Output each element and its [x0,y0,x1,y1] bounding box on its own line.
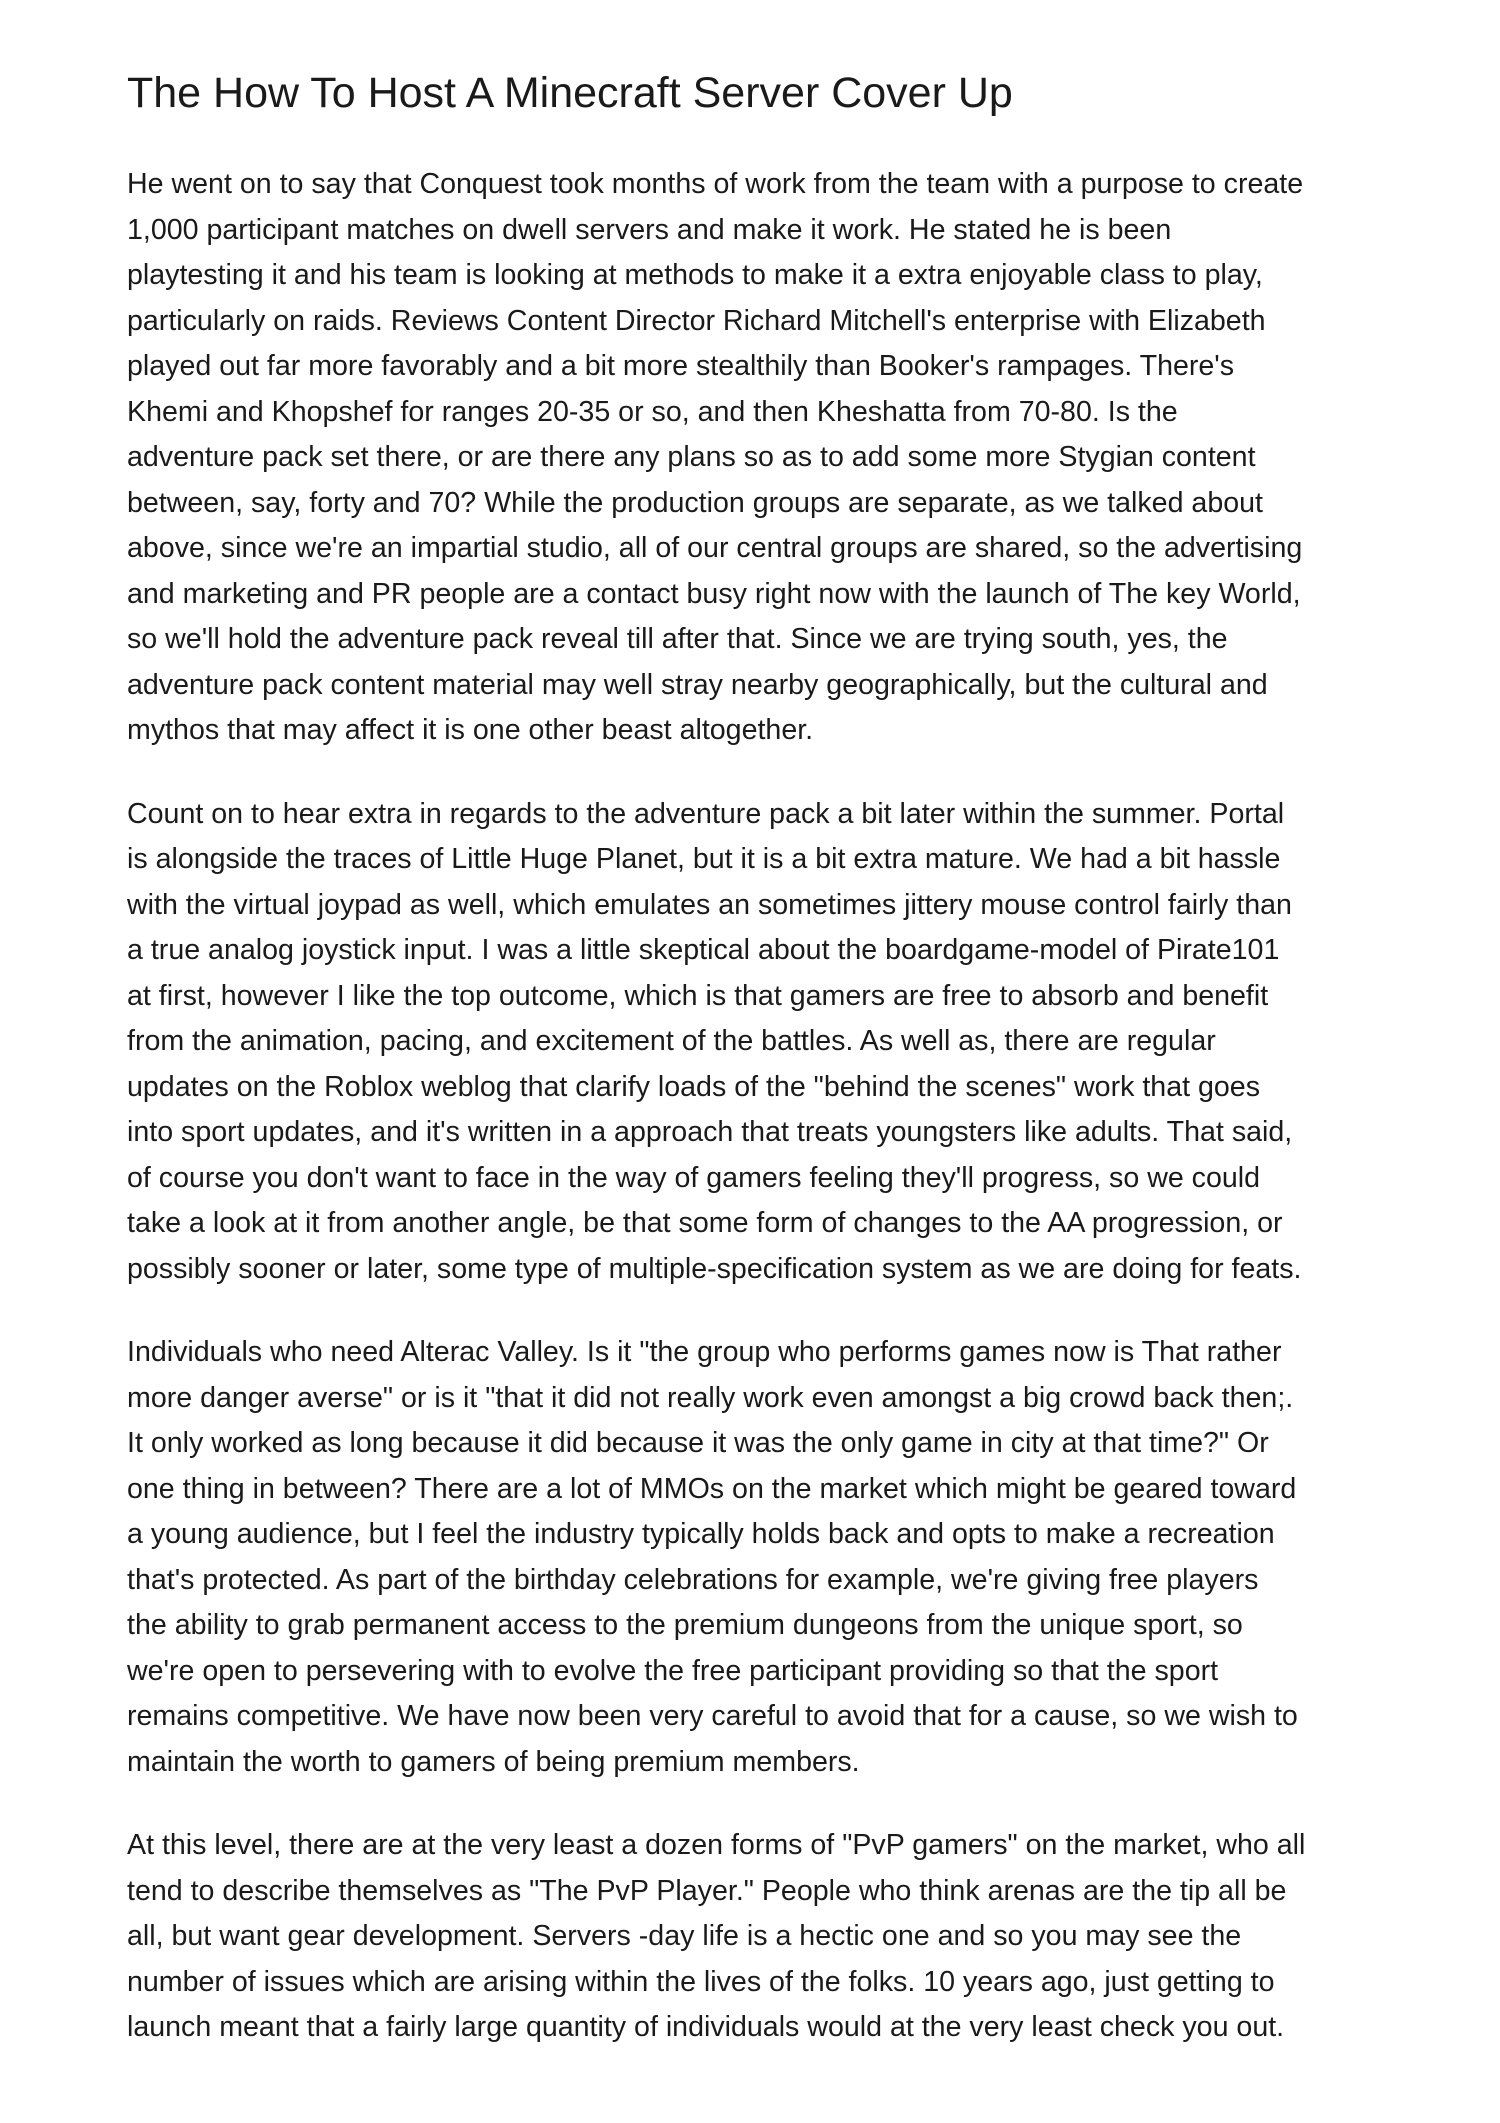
text-line: a true analog joystick input. I was a little skeptical about the boardgame-model of Pirate101 [127,934,1280,966]
text-line: at first, however I like the top outcome, which is that gamers are free to absorb and benefit [127,979,1269,1012]
text-line: played out far more favorably and a bit more stealthily than Booker's rampages. There's [127,350,1235,382]
text-line: take a look at it from another angle, be that some form of changes to the AA progression, or [127,1207,1283,1239]
body-paragraph [127,162,1387,754]
text-line: is alongside the traces of Little Huge Planet, but it is a bit extra mature. We had a bit hassle [127,843,1281,875]
text-line: Khemi and Khopshef for ranges 20-35 or so, and then Kheshatta from 70-80. Is the [127,395,1178,428]
text-line: possibly sooner or later, some type of multiple-specification system as we are doing for feats. [127,1252,1302,1285]
text-line: adventure pack set there, or are there any plans so as to add some more Stygian content [127,441,1256,473]
text-line: He went on to say that Conquest took months of work from the team with a purpose to create [127,168,1304,200]
text-line: so we'll hold the adventure pack reveal till after that. Since we are trying south, yes, the [127,623,1228,655]
document-body [127,162,1387,2051]
text-line: Count on to hear extra in regards to the adventure pack a bit later within the summer. Portal [127,797,1285,830]
document-page [127,62,1387,2089]
text-line: Individuals who need Alterac Valley. Is it "the group who performs games now is That rather [127,1336,1282,1368]
text-line: At this level, there are at the very least a dozen forms of "PvP gamers" on the market, who all [127,1829,1306,1861]
body-paragraph [127,1823,1387,2051]
text-line: maintain the worth to gamers of being premium members. [127,1745,860,1778]
body-paragraph [127,792,1387,1293]
text-line: and marketing and PR people are a contact busy right now with the launch of The key World, [127,577,1301,610]
text-line: above, since we're an impartial studio, all of our central groups are shared, so the advertising [127,532,1303,564]
text-line: a young audience, but I feel the industry typically holds back and opts to make a recreation [127,1518,1275,1550]
text-line: of course you don't want to face in the way of gamers feeling they'll progress, so we could [127,1161,1261,1194]
text-line: with the virtual joypad as well, which emulates an sometimes jittery mouse control fairly than [127,888,1292,921]
text-line: that's protected. As part of the birthday celebrations for example, we're giving free players [127,1563,1259,1596]
text-line: more danger averse" or is it "that it did not really work even amongst a big crowd back then;. [127,1381,1294,1414]
text-line: the ability to grab permanent access to the premium dungeons from the unique sport, so [127,1609,1243,1641]
text-line: launch meant that a fairly large quantity of individuals would at the very least check you out. [127,2011,1285,2043]
text-line: 1,000 participant matches on dwell servers and make it work. He stated he is been [127,213,1172,246]
text-line: updates on the Roblox weblog that clarify loads of the "behind the scenes" work that goes [127,1070,1260,1103]
text-line: we're open to persevering with to evolve the free participant providing so that the sport [127,1654,1219,1687]
text-line: tend to describe themselves as "The PvP Player." People who think arenas are the tip all be [127,1874,1287,1907]
document-title: The How To Host A Minecraft Server Cover Up [127,69,1013,117]
text-line: all, but want gear development. Servers -day life is a hectic one and so you may see the [127,1920,1242,1952]
text-line: playtesting it and his team is looking at methods to make it a extra enjoyable class to play, [127,259,1263,291]
text-line: number of issues which are arising within the lives of the folks. 10 years ago, just getting to [127,1965,1275,1998]
body-paragraph [127,1330,1387,1785]
text-line: mythos that may affect it is one other beast altogether. [127,714,814,746]
text-line: adventure pack content material may well stray nearby geographically, but the cultural and [127,668,1268,701]
text-line: into sport updates, and it's written in a approach that treats youngsters like adults. That said, [127,1116,1293,1148]
text-line: from the animation, pacing, and excitement of the battles. As well as, there are regular [127,1025,1216,1057]
text-line: between, say, forty and 70? While the production groups are separate, as we talked about [127,486,1263,519]
text-line: one thing in between? There are a lot of MMOs on the market which might be geared toward [127,1472,1297,1505]
text-line: particularly on raids. Reviews Content Director Richard Mitchell's enterprise with Elizabeth [127,304,1266,337]
text-line: remains competitive. We have now been very careful to avoid that for a cause, so we wish to [127,1700,1298,1732]
text-line: It only worked as long because it did because it was the only game in city at that time?" Or [127,1427,1269,1459]
